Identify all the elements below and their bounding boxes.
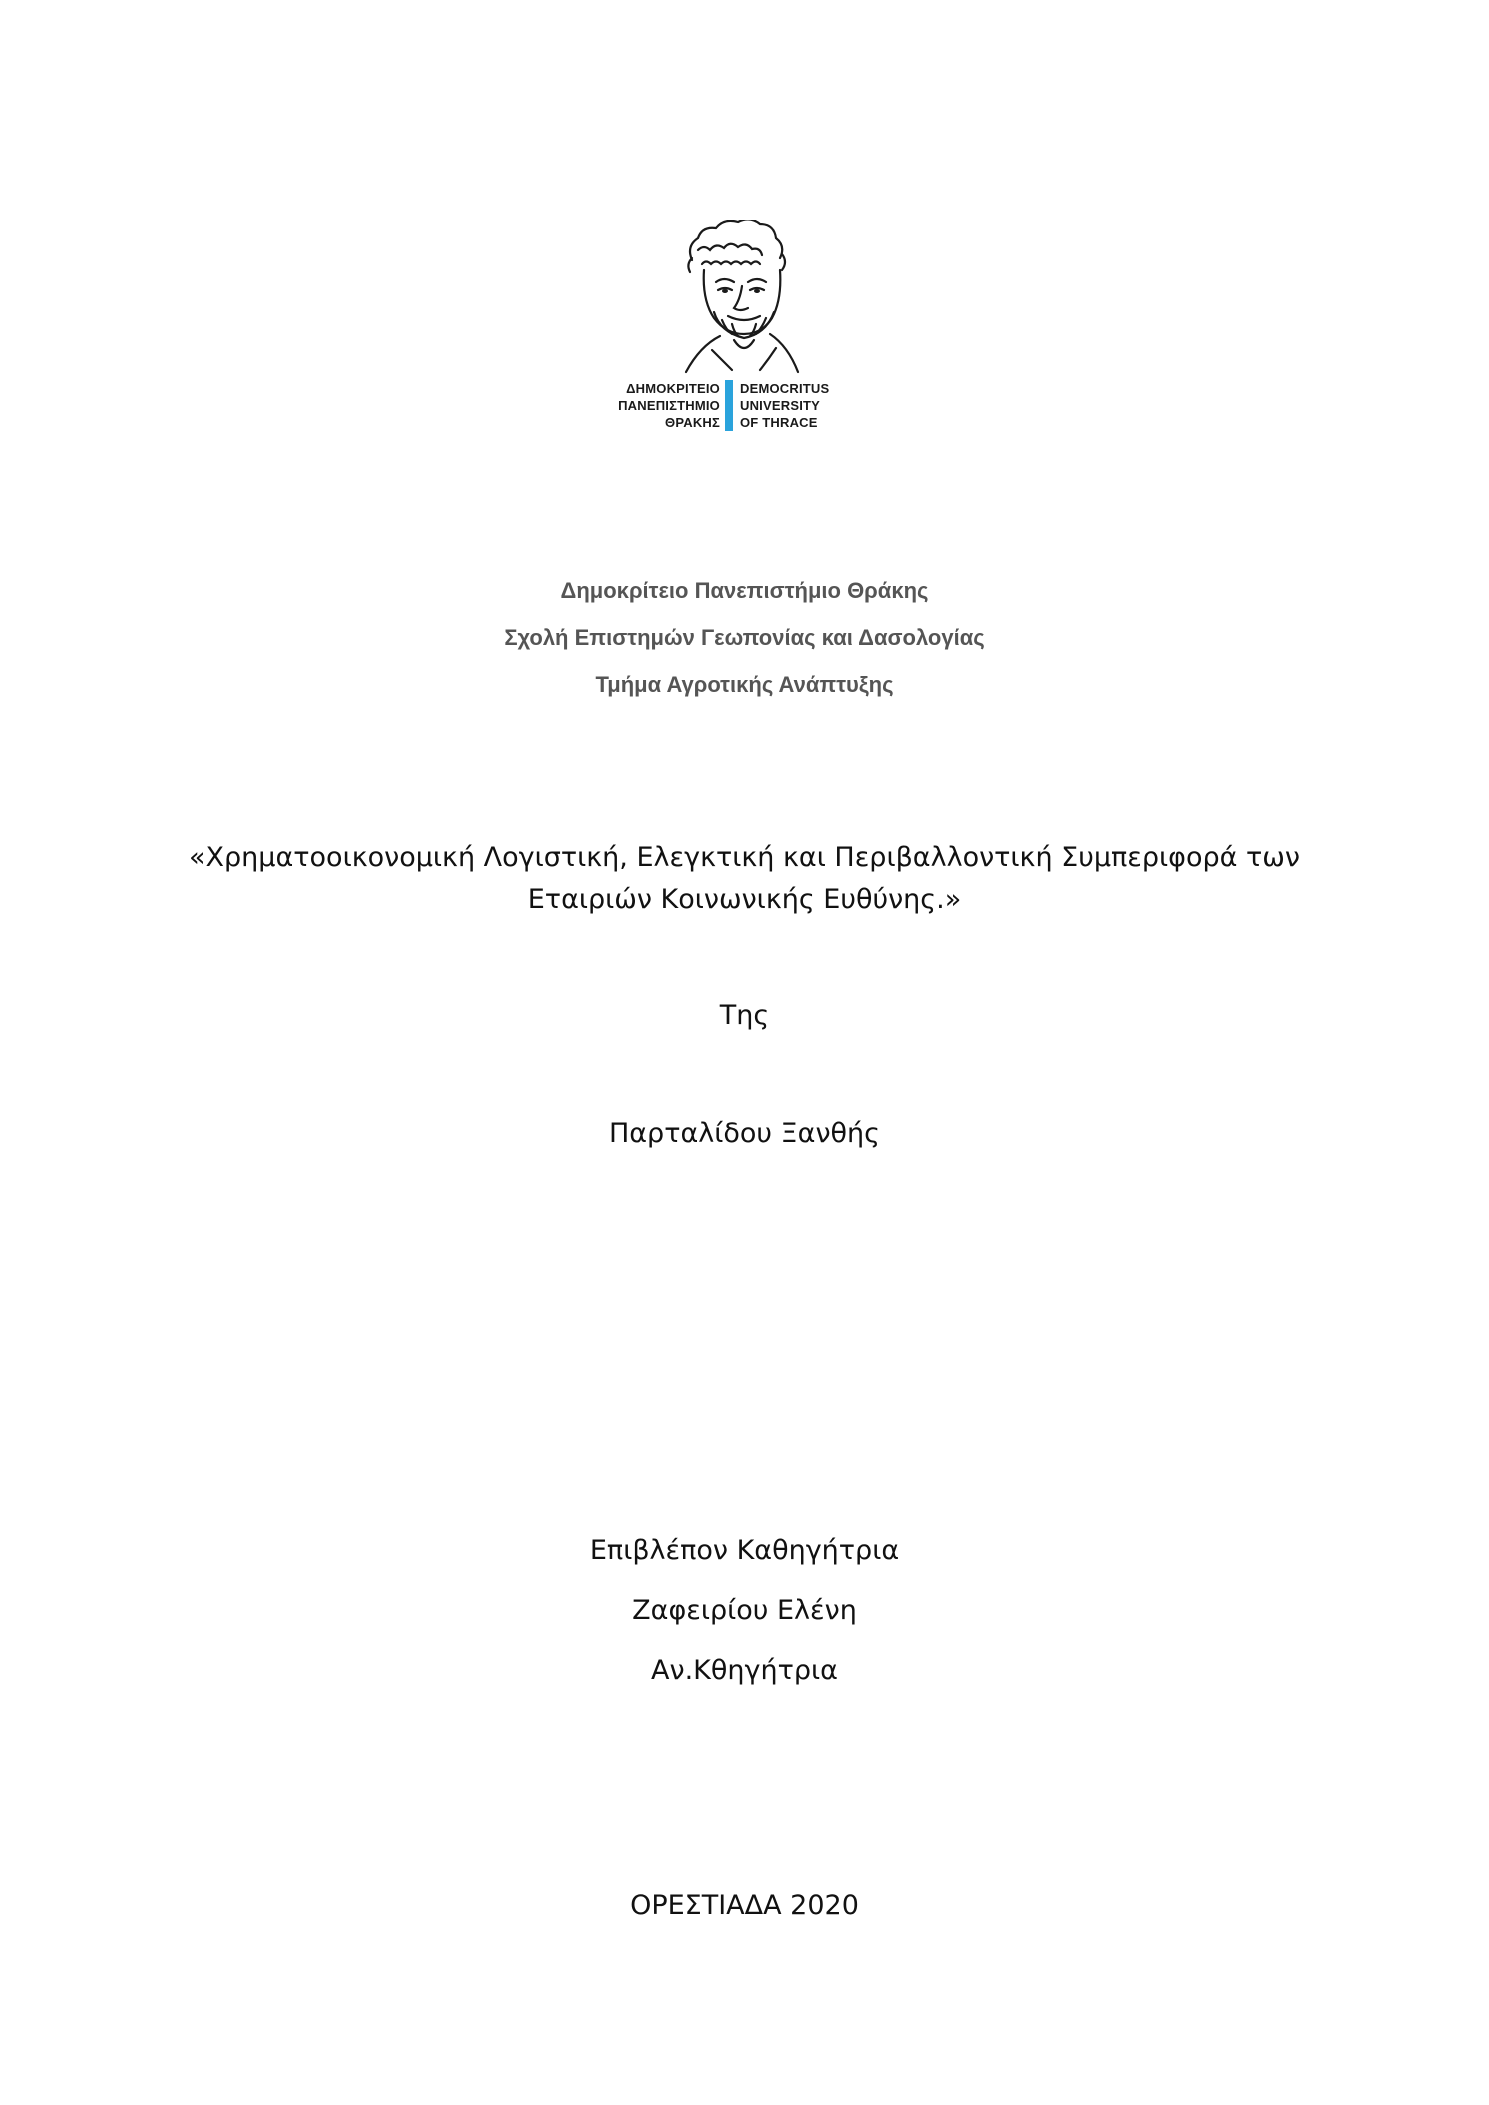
logo-greek-line: ΔΗΜΟΚΡΙΤΕΙΟ <box>626 381 720 396</box>
by-label: Της <box>719 1000 770 1031</box>
thesis-title-line-1: «Χρηματοοικονομική Λογιστική, Ελεγκτική και Περιβαλλοντική Συμπεριφορά των <box>189 842 1300 873</box>
university-name: Δημοκρίτειο Πανεπιστήμιο Θράκης <box>560 578 929 603</box>
thesis-title-line-2: Εταιριών Κοινωνικής Ευθύνης.» <box>527 884 962 915</box>
department-name: Τμήμα Αγροτικής Ανάπτυξης <box>595 672 894 697</box>
logo-english-line: UNIVERSITY <box>740 398 821 413</box>
supervisor-name: Ζαφειρίου Ελένη <box>632 1595 857 1626</box>
supervisor-title: Αν.Κθηγήτρια <box>651 1655 838 1686</box>
logo-text-greek <box>618 380 720 431</box>
place-year: ΟΡΕΣΤΙΑΔΑ 2020 <box>630 1890 859 1921</box>
author-name: Παρταλίδου Ξανθής <box>608 1118 881 1149</box>
logo-greek-line: ΠΑΝΕΠΙΣΤΗΜΙΟ <box>618 398 720 413</box>
logo-text-english <box>740 380 829 431</box>
democritus-portrait-icon <box>672 220 802 375</box>
school-name: Σχολή Επιστημών Γεωπονίας και Δασολογίας <box>504 625 985 650</box>
logo-english-line: DEMOCRITUS <box>740 381 830 396</box>
logo-greek-line: ΘΡΑΚΗΣ <box>665 415 720 430</box>
supervisor-role: Επιβλέπον Καθηγήτρια <box>589 1535 900 1566</box>
logo-english-line: OF THRACE <box>740 415 818 430</box>
university-logo <box>600 220 860 440</box>
logo-divider-bar <box>725 380 733 431</box>
